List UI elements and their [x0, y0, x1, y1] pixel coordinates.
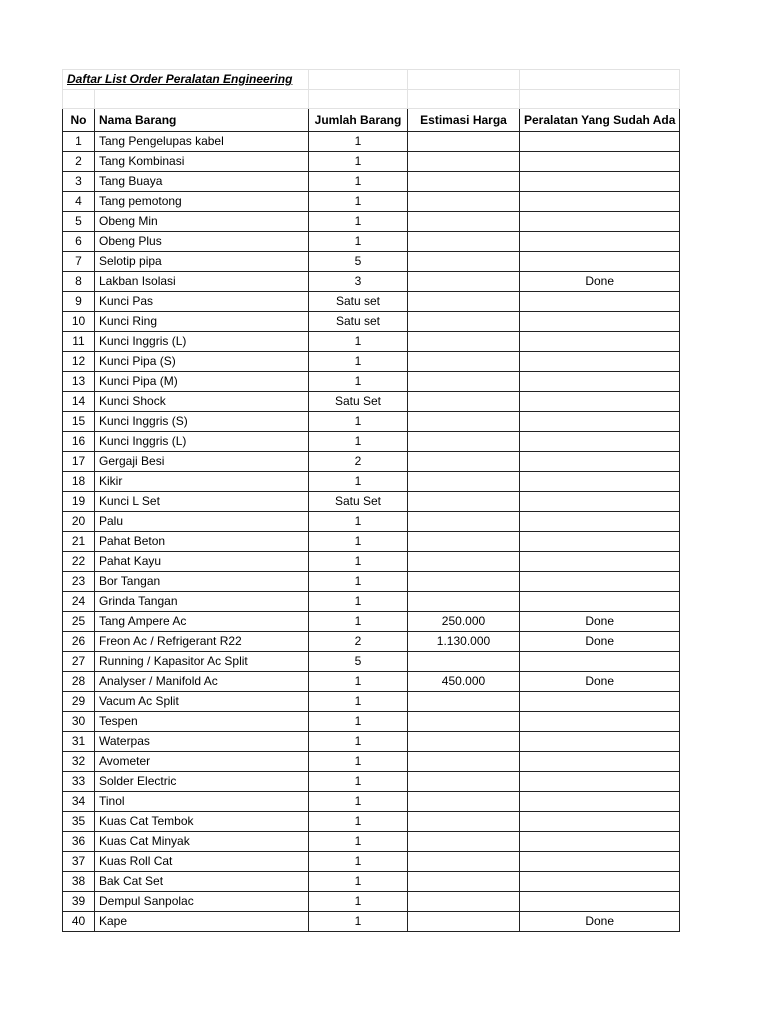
table-row — [63, 752, 680, 772]
cell-no: 23 — [63, 572, 95, 592]
cell-qty: 2 — [309, 632, 408, 652]
cell-no: 21 — [63, 532, 95, 552]
cell-qty: 1 — [309, 912, 408, 932]
cell-existing — [520, 592, 680, 612]
cell-estimate — [408, 532, 520, 552]
cell-qty: 1 — [309, 172, 408, 192]
cell-name: Kunci Ring — [95, 312, 309, 332]
cell-existing — [520, 392, 680, 412]
cell-qty: Satu set — [309, 312, 408, 332]
cell-estimate — [408, 852, 520, 872]
cell-existing — [520, 732, 680, 752]
empty-cell — [520, 90, 680, 109]
table-row — [63, 632, 680, 652]
cell-estimate: 450.000 — [408, 672, 520, 692]
cell-no: 9 — [63, 292, 95, 312]
table-row — [63, 472, 680, 492]
cell-no: 35 — [63, 812, 95, 832]
cell-name: Kape — [95, 912, 309, 932]
empty-cell — [63, 90, 95, 109]
cell-existing — [520, 492, 680, 512]
table-row — [63, 792, 680, 812]
cell-estimate — [408, 432, 520, 452]
cell-existing — [520, 292, 680, 312]
cell-estimate — [408, 132, 520, 152]
cell-name: Solder Electric — [95, 772, 309, 792]
header-no: No — [63, 109, 95, 132]
cell-estimate — [408, 892, 520, 912]
table-row — [63, 852, 680, 872]
cell-no: 16 — [63, 432, 95, 452]
cell-qty: 1 — [309, 852, 408, 872]
cell-estimate — [408, 472, 520, 492]
cell-existing — [520, 452, 680, 472]
cell-existing — [520, 772, 680, 792]
cell-no: 22 — [63, 552, 95, 572]
cell-no: 33 — [63, 772, 95, 792]
cell-qty: 1 — [309, 352, 408, 372]
table-row — [63, 232, 680, 252]
cell-name: Tang Kombinasi — [95, 152, 309, 172]
cell-qty: 5 — [309, 252, 408, 272]
cell-qty: 2 — [309, 452, 408, 472]
cell-existing — [520, 532, 680, 552]
table-row — [63, 192, 680, 212]
cell-no: 6 — [63, 232, 95, 252]
table-row — [63, 772, 680, 792]
cell-estimate — [408, 592, 520, 612]
cell-estimate — [408, 372, 520, 392]
cell-name: Vacum Ac Split — [95, 692, 309, 712]
cell-qty: 1 — [309, 412, 408, 432]
spreadsheet — [62, 69, 680, 932]
cell-qty: 5 — [309, 652, 408, 672]
cell-qty: 1 — [309, 512, 408, 532]
cell-qty: 1 — [309, 752, 408, 772]
cell-existing — [520, 152, 680, 172]
cell-qty: 1 — [309, 832, 408, 852]
cell-name: Avometer — [95, 752, 309, 772]
cell-qty: 1 — [309, 372, 408, 392]
cell-name: Palu — [95, 512, 309, 532]
table-row — [63, 832, 680, 852]
cell-no: 30 — [63, 712, 95, 732]
cell-no: 2 — [63, 152, 95, 172]
cell-qty: 1 — [309, 872, 408, 892]
table-row — [63, 452, 680, 472]
cell-estimate — [408, 492, 520, 512]
cell-name: Tang Pengelupas kabel — [95, 132, 309, 152]
cell-estimate — [408, 312, 520, 332]
cell-name: Tang Buaya — [95, 172, 309, 192]
cell-estimate — [408, 732, 520, 752]
cell-no: 17 — [63, 452, 95, 472]
cell-no: 32 — [63, 752, 95, 772]
cell-name: Kunci Inggris (S) — [95, 412, 309, 432]
cell-existing — [520, 192, 680, 212]
cell-existing — [520, 172, 680, 192]
table-row — [63, 872, 680, 892]
cell-name: Kunci Inggris (L) — [95, 332, 309, 352]
cell-name: Kuas Cat Tembok — [95, 812, 309, 832]
cell-qty: 1 — [309, 592, 408, 612]
cell-qty: 1 — [309, 692, 408, 712]
table-row — [63, 312, 680, 332]
cell-existing — [520, 432, 680, 452]
cell-name: Bak Cat Set — [95, 872, 309, 892]
cell-name: Pahat Beton — [95, 532, 309, 552]
cell-no: 7 — [63, 252, 95, 272]
cell-estimate — [408, 832, 520, 852]
table-row — [63, 412, 680, 432]
table-row — [63, 272, 680, 292]
table-row — [63, 652, 680, 672]
cell-existing: Done — [520, 912, 680, 932]
cell-existing — [520, 832, 680, 852]
cell-estimate — [408, 752, 520, 772]
table-row — [63, 532, 680, 552]
table-row — [63, 612, 680, 632]
table-row — [63, 552, 680, 572]
cell-name: Freon Ac / Refrigerant R22 — [95, 632, 309, 652]
cell-estimate — [408, 332, 520, 352]
cell-existing — [520, 252, 680, 272]
table-row — [63, 912, 680, 932]
cell-estimate — [408, 192, 520, 212]
table-row — [63, 372, 680, 392]
cell-qty: 1 — [309, 192, 408, 212]
cell-name: Tang Ampere Ac — [95, 612, 309, 632]
empty-cell — [309, 90, 408, 109]
cell-name: Grinda Tangan — [95, 592, 309, 612]
cell-existing: Done — [520, 612, 680, 632]
cell-estimate: 250.000 — [408, 612, 520, 632]
cell-estimate — [408, 872, 520, 892]
cell-qty: 1 — [309, 792, 408, 812]
table-row — [63, 132, 680, 152]
cell-no: 29 — [63, 692, 95, 712]
cell-existing — [520, 692, 680, 712]
cell-estimate — [408, 172, 520, 192]
cell-no: 13 — [63, 372, 95, 392]
order-table — [62, 69, 680, 932]
cell-name: Bor Tangan — [95, 572, 309, 592]
cell-name: Kunci L Set — [95, 492, 309, 512]
header-name: Nama Barang — [95, 109, 309, 132]
cell-name: Waterpas — [95, 732, 309, 752]
cell-name: Pahat Kayu — [95, 552, 309, 572]
table-row — [63, 592, 680, 612]
cell-name: Kunci Inggris (L) — [95, 432, 309, 452]
empty-cell — [309, 70, 408, 90]
cell-qty: Satu set — [309, 292, 408, 312]
cell-no: 8 — [63, 272, 95, 292]
table-row — [63, 352, 680, 372]
empty-cell — [408, 90, 520, 109]
cell-existing: Done — [520, 272, 680, 292]
cell-no: 25 — [63, 612, 95, 632]
cell-name: Lakban Isolasi — [95, 272, 309, 292]
cell-no: 27 — [63, 652, 95, 672]
cell-no: 12 — [63, 352, 95, 372]
cell-no: 24 — [63, 592, 95, 612]
cell-qty: 1 — [309, 532, 408, 552]
table-row — [63, 252, 680, 272]
cell-name: Tinol — [95, 792, 309, 812]
empty-cell — [95, 90, 309, 109]
cell-name: Kunci Shock — [95, 392, 309, 412]
cell-estimate — [408, 452, 520, 472]
cell-estimate — [408, 772, 520, 792]
cell-existing — [520, 552, 680, 572]
cell-qty: 1 — [309, 612, 408, 632]
header-existing: Peralatan Yang Sudah Ada — [520, 109, 680, 132]
cell-estimate — [408, 412, 520, 432]
cell-no: 20 — [63, 512, 95, 532]
cell-estimate — [408, 912, 520, 932]
cell-no: 28 — [63, 672, 95, 692]
cell-qty: 1 — [309, 812, 408, 832]
cell-existing — [520, 652, 680, 672]
table-row — [63, 332, 680, 352]
cell-no: 40 — [63, 912, 95, 932]
cell-existing — [520, 752, 680, 772]
cell-existing — [520, 312, 680, 332]
cell-estimate — [408, 292, 520, 312]
table-row — [63, 172, 680, 192]
cell-no: 31 — [63, 732, 95, 752]
cell-existing — [520, 852, 680, 872]
cell-qty: 1 — [309, 132, 408, 152]
cell-name: Gergaji Besi — [95, 452, 309, 472]
table-row — [63, 152, 680, 172]
cell-estimate — [408, 572, 520, 592]
cell-estimate — [408, 712, 520, 732]
cell-qty: Satu Set — [309, 492, 408, 512]
cell-qty: 1 — [309, 772, 408, 792]
cell-no: 10 — [63, 312, 95, 332]
table-row — [63, 692, 680, 712]
cell-existing: Done — [520, 672, 680, 692]
cell-no: 18 — [63, 472, 95, 492]
header-qty: Jumlah Barang — [309, 109, 408, 132]
table-row — [63, 512, 680, 532]
cell-estimate — [408, 352, 520, 372]
cell-name: Selotip pipa — [95, 252, 309, 272]
cell-existing: Done — [520, 632, 680, 652]
cell-estimate — [408, 392, 520, 412]
cell-qty: 1 — [309, 152, 408, 172]
cell-qty: 1 — [309, 232, 408, 252]
cell-existing — [520, 712, 680, 732]
cell-estimate — [408, 512, 520, 532]
table-row — [63, 212, 680, 232]
header-estimate: Estimasi Harga — [408, 109, 520, 132]
cell-name: Obeng Plus — [95, 232, 309, 252]
cell-existing — [520, 372, 680, 392]
table-row — [63, 672, 680, 692]
cell-estimate — [408, 652, 520, 672]
cell-name: Tespen — [95, 712, 309, 732]
table-row — [63, 712, 680, 732]
header-row — [63, 109, 680, 132]
cell-name: Kunci Pipa (S) — [95, 352, 309, 372]
table-row — [63, 572, 680, 592]
cell-estimate: 1.130.000 — [408, 632, 520, 652]
table-row — [63, 732, 680, 752]
cell-existing — [520, 212, 680, 232]
cell-name: Kunci Pas — [95, 292, 309, 312]
cell-existing — [520, 872, 680, 892]
cell-estimate — [408, 272, 520, 292]
cell-qty: 1 — [309, 212, 408, 232]
cell-qty: 1 — [309, 332, 408, 352]
cell-qty: 1 — [309, 572, 408, 592]
cell-estimate — [408, 792, 520, 812]
table-row — [63, 892, 680, 912]
cell-estimate — [408, 692, 520, 712]
cell-existing — [520, 352, 680, 372]
cell-name: Kikir — [95, 472, 309, 492]
cell-qty: 1 — [309, 672, 408, 692]
cell-existing — [520, 572, 680, 592]
cell-no: 1 — [63, 132, 95, 152]
table-row — [63, 812, 680, 832]
cell-qty: 1 — [309, 712, 408, 732]
table-row — [63, 432, 680, 452]
cell-name: Dempul Sanpolac — [95, 892, 309, 912]
cell-existing — [520, 472, 680, 492]
cell-no: 5 — [63, 212, 95, 232]
cell-no: 4 — [63, 192, 95, 212]
cell-qty: 1 — [309, 472, 408, 492]
cell-no: 37 — [63, 852, 95, 872]
cell-estimate — [408, 552, 520, 572]
cell-no: 3 — [63, 172, 95, 192]
cell-estimate — [408, 812, 520, 832]
sheet-title: Daftar List Order Peralatan Engineering — [63, 70, 309, 90]
cell-qty: 1 — [309, 732, 408, 752]
cell-existing — [520, 792, 680, 812]
cell-no: 36 — [63, 832, 95, 852]
cell-existing — [520, 232, 680, 252]
cell-estimate — [408, 232, 520, 252]
cell-existing — [520, 332, 680, 352]
cell-no: 26 — [63, 632, 95, 652]
table-row — [63, 292, 680, 312]
cell-no: 34 — [63, 792, 95, 812]
cell-name: Kuas Cat Minyak — [95, 832, 309, 852]
cell-no: 39 — [63, 892, 95, 912]
table-body — [63, 70, 680, 932]
blank-row — [63, 90, 680, 109]
cell-estimate — [408, 152, 520, 172]
cell-no: 11 — [63, 332, 95, 352]
table-row — [63, 492, 680, 512]
cell-name: Kuas Roll Cat — [95, 852, 309, 872]
cell-no: 38 — [63, 872, 95, 892]
table-row — [63, 392, 680, 412]
cell-name: Analyser / Manifold Ac — [95, 672, 309, 692]
cell-name: Obeng Min — [95, 212, 309, 232]
empty-cell — [408, 70, 520, 90]
cell-existing — [520, 412, 680, 432]
cell-existing — [520, 812, 680, 832]
cell-no: 14 — [63, 392, 95, 412]
cell-existing — [520, 512, 680, 532]
empty-cell — [520, 70, 680, 90]
cell-estimate — [408, 212, 520, 232]
cell-name: Tang pemotong — [95, 192, 309, 212]
cell-existing — [520, 892, 680, 912]
cell-name: Kunci Pipa (M) — [95, 372, 309, 392]
cell-qty: Satu Set — [309, 392, 408, 412]
cell-no: 15 — [63, 412, 95, 432]
cell-qty: 1 — [309, 432, 408, 452]
cell-qty: 1 — [309, 892, 408, 912]
cell-no: 19 — [63, 492, 95, 512]
cell-existing — [520, 132, 680, 152]
cell-name: Running / Kapasitor Ac Split — [95, 652, 309, 672]
cell-estimate — [408, 252, 520, 272]
cell-qty: 3 — [309, 272, 408, 292]
cell-qty: 1 — [309, 552, 408, 572]
title-row — [63, 70, 680, 90]
